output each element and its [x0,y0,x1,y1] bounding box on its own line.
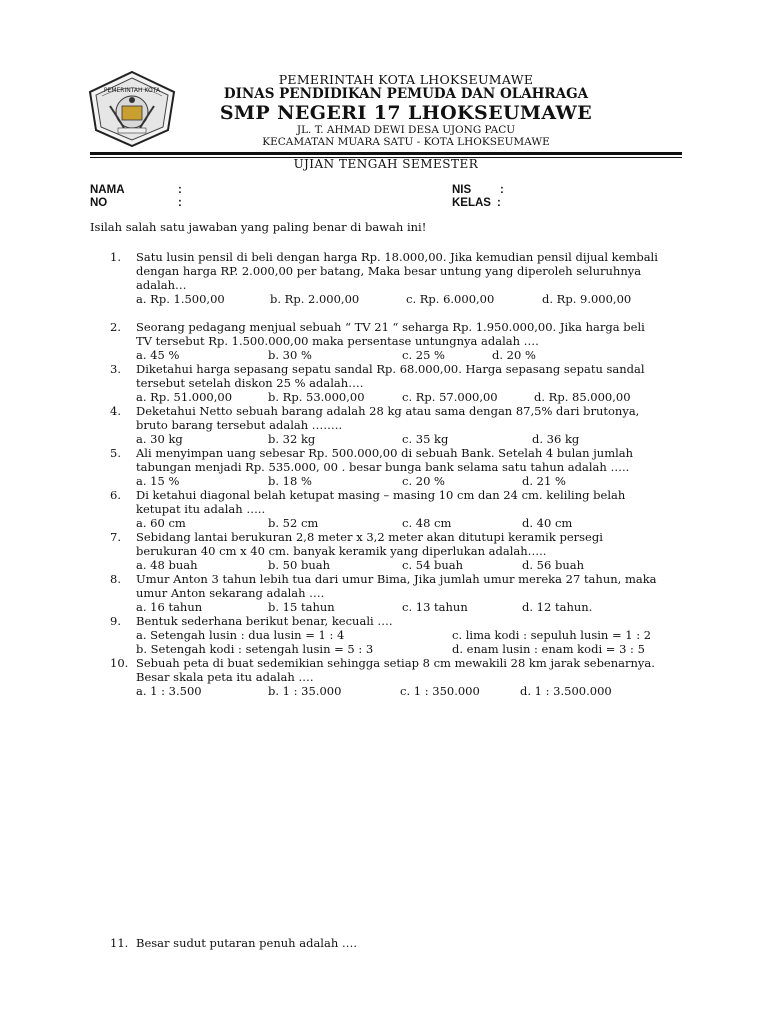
question-text [136,446,696,474]
question-number: 2. [110,320,121,334]
label-no: NO [90,197,108,209]
question-line: berukuran 40 cm x 40 cm. banyak keramik yang diperlukan adalah….. [136,544,547,558]
question-line: Sebuah peta di buat sedemikian sehingga setiap 8 cm mewakili 28 km jarak sebenarnya. [136,656,655,670]
option-b: b. 1 : 35.000 [268,684,342,698]
option-b: b. 15 tahun [268,600,335,614]
question-line: Bentuk sederhana berikut benar, kecuali …. [136,614,393,628]
answer-options-row-1 [136,628,696,642]
question-number: 3. [110,362,121,376]
question-number: 8. [110,572,121,586]
answer-options [136,390,696,404]
question-number: 4. [110,404,121,418]
answer-options [136,432,696,446]
option-d: d. 40 cm [522,516,573,530]
question-line: Sebidang lantai berukuran 2,8 meter x 3,2 meter akan ditutupi keramik persegi [136,530,603,544]
question-line: Umur Anton 3 tahun lebih tua dari umur Bima, Jika jumlah umur mereka 27 tahun, maka [136,572,657,586]
question-line: Deketahui Netto sebuah barang adalah 28 kg atau sama dengan 87,5% dari brutonya, [136,404,640,418]
question-number: 7. [110,530,121,544]
option-d: d. enam lusin : enam kodi = 3 : 5 [452,642,645,656]
option-c: c. Rp. 57.000,00 [402,390,498,404]
question-text [136,404,696,432]
option-b: b. 50 buah [268,558,330,572]
option-c: c. 1 : 350.000 [400,684,480,698]
question-number: 10. [110,656,129,670]
option-c: c. lima kodi : sepuluh lusin = 1 : 2 [452,628,652,642]
question-line: adalah… [136,278,187,292]
colon-nama: : [178,184,182,196]
question-line: dengan harga RP. 2.000,00 per batang, Maka besar untung yang diperoleh seluruhnya [136,264,642,278]
option-a: a. Rp. 1.500,00 [136,292,225,306]
answer-options [136,600,696,614]
option-b: b. 18 % [268,474,312,488]
colon-nis: : [500,184,504,196]
label-nama: NAMA [90,184,125,196]
option-c: c. 48 cm [402,516,452,530]
option-d: d. 1 : 3.500.000 [520,684,612,698]
question-number: 9. [110,614,121,628]
question-text [136,572,696,600]
option-a: a. 45 % [136,348,180,362]
question-line: ketupat itu adalah ….. [136,502,266,516]
answer-options [136,474,696,488]
option-b: b. 52 cm [268,516,319,530]
answer-options [136,292,696,306]
option-b: b. Rp. 2.000,00 [270,292,360,306]
option-c: c. 35 kg [402,432,449,446]
option-c: c. Rp. 6.000,00 [406,292,495,306]
colon-kelas: : [497,197,501,209]
option-c: c. 25 % [402,348,445,362]
option-d: d. 12 tahun. [522,600,593,614]
option-a: a. Setengah lusin : dua lusin = 1 : 4 [136,628,345,642]
option-d: d. 21 % [522,474,566,488]
header-department: DINAS PENDIDIKAN PEMUDA DAN OLAHRAGA [223,86,589,102]
question-line: Di ketahui diagonal belah ketupat masing – masing 10 cm dan 24 cm. keliling belah [136,488,626,502]
option-c: c. 54 buah [402,558,464,572]
exam-title: UJIAN TENGAH SEMESTER [293,157,479,171]
answer-options [136,348,696,362]
answer-options [136,516,696,530]
option-d: d. 36 kg [532,432,580,446]
instruction: Isilah salah satu jawaban yang paling benar di bawah ini! [90,220,427,234]
label-kelas: KELAS [452,197,491,209]
question-number: 1. [110,250,121,264]
question-number: 6. [110,488,121,502]
option-c: c. 20 % [402,474,445,488]
colon-no: : [178,197,182,209]
question-text [136,488,696,516]
header-divider-thick [90,152,682,155]
option-b: b. 30 % [268,348,312,362]
logo-text: PEMERINTAH KOTA [103,87,161,94]
header-address-line2: KECAMATAN MUARA SATU - KOTA LHOKSEUMAWE [262,136,550,148]
answer-options [136,684,696,698]
city-emblem-logo [88,70,176,148]
option-b: b. Rp. 53.000,00 [268,390,365,404]
question-line: tersebut setelah diskon 25 % adalah…. [136,376,364,390]
header-government: PEMERINTAH KOTA LHOKSEUMAWE [278,72,534,87]
option-d: d. 20 % [492,348,536,362]
question-number: 5. [110,446,121,460]
question-line: Besar skala peta itu adalah …. [136,670,314,684]
question-line: Diketahui harga sepasang sepatu sandal Rp. 68.000,00. Harga sepasang sepatu sandal [136,362,645,376]
question-line: Ali menyimpan uang sebesar Rp. 500.000,00 di sebuah Bank. Setelah 4 bulan jumlah [136,446,634,460]
question-line: Satu lusin pensil di beli dengan harga Rp. 18.000,00. Jika kemudian pensil dijual kembali [136,250,658,264]
header-school-name: SMP NEGERI 17 LHOKSEUMAWE [219,102,593,124]
option-a: a. 48 buah [136,558,198,572]
option-d: d. Rp. 85.000,00 [534,390,631,404]
question-text [136,614,696,628]
answer-options-row-2 [136,642,696,656]
option-a: a. 30 kg [136,432,183,446]
label-nis: NIS [452,184,472,196]
option-b: b. 32 kg [268,432,316,446]
question-text [136,530,696,558]
question-text [136,656,696,684]
option-b: b. Setengah kodi : setengah lusin = 5 : 3 [136,642,374,656]
question-line: Seorang pedagang menjual sebuah “ TV 21 “ seharga Rp. 1.950.000,00. Jika harga beli [136,320,645,334]
question-line: bruto barang tersebut adalah …….. [136,418,343,432]
answer-options [136,558,696,572]
question-text [136,250,696,292]
option-d: d. 56 buah [522,558,584,572]
question-line: TV tersebut Rp. 1.500.000,00 maka persentase untungnya adalah …. [136,334,539,348]
option-a: a. 15 % [136,474,180,488]
question-line: Besar sudut putaran penuh adalah …. [136,936,358,950]
option-a: a. 16 tahun [136,600,203,614]
question-text [136,936,696,950]
option-d: d. Rp. 9.000,00 [542,292,632,306]
option-a: a. 60 cm [136,516,186,530]
question-text [136,362,696,390]
option-a: a. Rp. 51.000,00 [136,390,233,404]
question-number: 11. [110,936,129,950]
question-line: umur Anton sekarang adalah …. [136,586,325,600]
header-address-line1: JL. T. AHMAD DEWI DESA UJONG PACU [296,124,516,136]
question-line: tabungan menjadi Rp. 535.000, 00 . besar bunga bank selama satu tahun adalah ….. [136,460,630,474]
option-c: c. 13 tahun [402,600,468,614]
question-text [136,320,696,348]
option-a: a. 1 : 3.500 [136,684,202,698]
